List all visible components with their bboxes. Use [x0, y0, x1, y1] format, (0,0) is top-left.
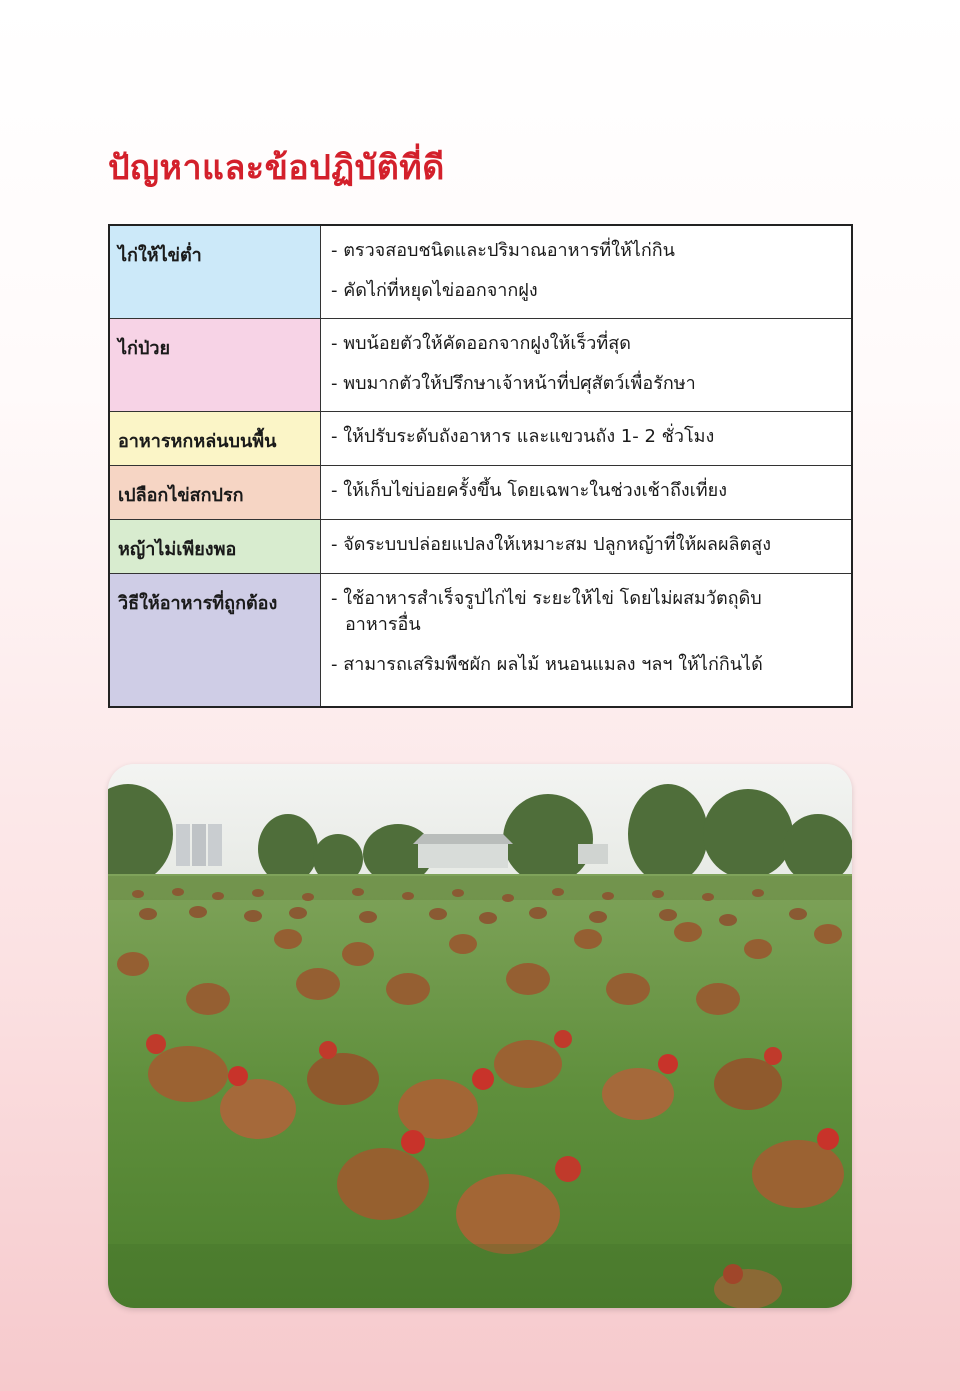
table-row [109, 574, 852, 707]
table-row [109, 520, 852, 574]
practice-cell [321, 412, 853, 466]
practice-item: - ตรวจสอบชนิดและปริมาณอาหารที่ให้ไก่กิน [331, 240, 675, 261]
practice-cell [321, 225, 853, 319]
practice-cell [321, 466, 853, 520]
practice-item: - ให้ปรับระดับถังอาหาร และแขวนถัง 1- 2 ชั่วโมง [331, 426, 715, 447]
practice-item: - สามารถเสริมพืชผัก ผลไม้ หนอนแมลง ฯลฯ ให้ไก่กินได้ [331, 654, 763, 675]
problem-cell: ไก่ให้ไข่ต่ำ [109, 225, 321, 319]
problem-cell: วิธีให้อาหารที่ถูกต้อง [109, 574, 321, 707]
practice-item: - พบน้อยตัวให้คัดออกจากฝูงให้เร็วที่สุด [331, 333, 631, 354]
problem-cell: หญ้าไม่เพียงพอ [109, 520, 321, 574]
problem-cell: อาหารหกหล่นบนพื้น [109, 412, 321, 466]
practice-cell [321, 574, 853, 707]
practice-item: - ใช้อาหารสำเร็จรูปไก่ไข่ ระยะให้ไข่ โดยไม่ผสมวัตถุดิบ [331, 588, 762, 609]
problem-cell: เปลือกไข่สกปรก [109, 466, 321, 520]
problems-practices-table [108, 224, 853, 708]
free-range-chickens-photo [108, 764, 852, 1308]
practice-item: - พบมากตัวให้ปรึกษาเจ้าหน้าที่ปศุสัตว์เพื่อรักษา [331, 373, 696, 394]
page-title: ปัญหาและข้อปฏิบัติที่ดี [108, 148, 445, 188]
practice-item: - คัดไก่ที่หยุดไข่ออกจากฝูง [331, 280, 538, 301]
practice-cell [321, 520, 853, 574]
practice-cell [321, 319, 853, 412]
practice-item: อาหารอื่น [345, 614, 421, 635]
table-row [109, 319, 852, 412]
table-row [109, 466, 852, 520]
problem-cell: ไก่ป่วย [109, 319, 321, 412]
chickens-illustration [108, 764, 852, 1308]
practice-item: - จัดระบบปล่อยแปลงให้เหมาะสม ปลูกหญ้าที่ให้ผลผลิตสูง [331, 534, 771, 555]
practice-item: - ให้เก็บไข่บ่อยครั้งขึ้น โดยเฉพาะในช่วงเช้าถึงเที่ยง [331, 480, 727, 501]
table-row [109, 412, 852, 466]
table-row [109, 225, 852, 319]
